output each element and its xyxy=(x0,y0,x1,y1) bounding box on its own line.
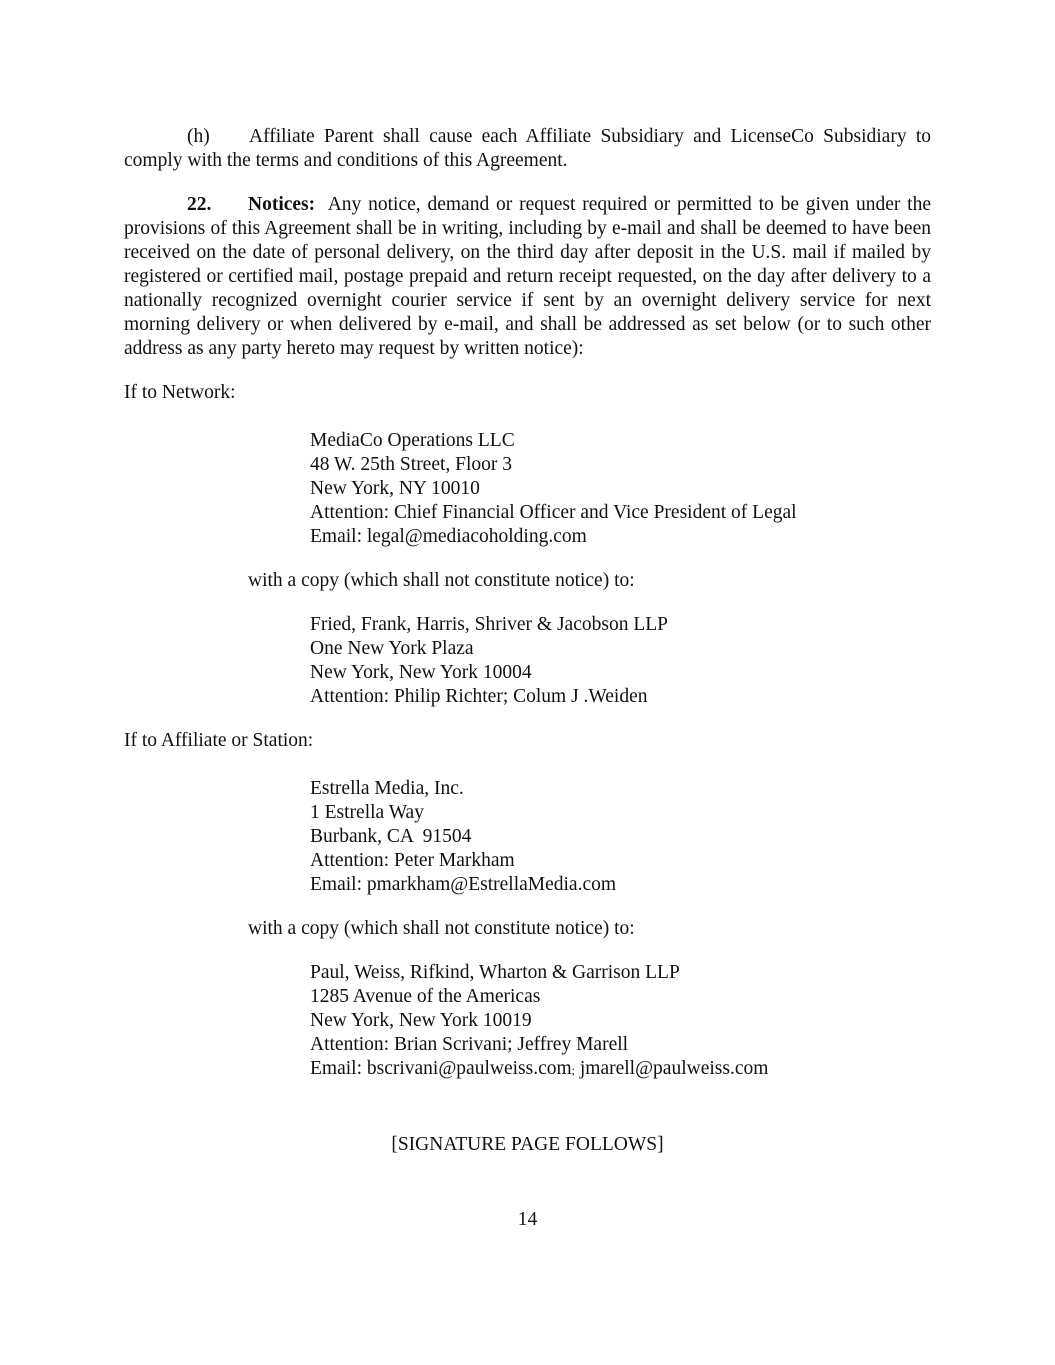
clause-h-marker: (h) xyxy=(187,126,210,147)
signature-page-note: [SIGNATURE PAGE FOLLOWS] xyxy=(391,1134,664,1155)
network-copy-attention: Attention: Philip Richter; Colum J .Weiden xyxy=(310,686,648,707)
page-number: 14 xyxy=(517,1209,538,1230)
clause-h xyxy=(124,125,931,173)
affiliate-address-attention: Attention: Peter Markham xyxy=(310,850,515,871)
affiliate-address-email: Email: pmarkham@EstrellaMedia.com xyxy=(310,874,617,895)
network-copy-note: with a copy (which shall not constitute notice) to: xyxy=(248,570,635,591)
network-address-name: MediaCo Operations LLC xyxy=(310,430,515,451)
affiliate-copy-email-2: jmarell@paulweiss.com xyxy=(579,1058,769,1079)
affiliate-copy-attention: Attention: Brian Scrivani; Jeffrey Marell xyxy=(310,1034,629,1055)
network-address-attention: Attention: Chief Financial Officer and Vice President of Legal xyxy=(310,502,797,523)
section-22 xyxy=(124,193,931,361)
clause-h-text: Affiliate Parent shall cause each Affiliate Subsidiary and LicenseCo Subsidiary to comply with the terms and conditions of this Agreement. xyxy=(124,126,931,171)
network-copy-street: One New York Plaza xyxy=(310,638,474,659)
affiliate-copy-email-1: Email: bscrivani@paulweiss.com xyxy=(310,1058,572,1079)
affiliate-copy-city: New York, New York 10019 xyxy=(310,1010,532,1031)
affiliate-copy-name: Paul, Weiss, Rifkind, Wharton & Garrison LLP xyxy=(310,962,680,983)
section-22-text: Any notice, demand or request required or permitted to be given under the provisions of this Agreement shall be in writing, including by e-mail and shall be deemed to have been received on the date of personal delivery, on the third day after deposit in the U.S. mail if mailed by registered or certified mail, postage prepaid and return receipt requested, on the day after delivery to a nationally recognized overnight courier service if sent by an overnight delivery service for next morning delivery or when delivered by e-mail, and shall be addressed as set below (or to such other address as any party hereto may request by written notice): xyxy=(124,194,931,359)
affiliate-address-city: Burbank, CA 91504 xyxy=(310,826,472,847)
network-address-email: Email: legal@mediacoholding.com xyxy=(310,526,587,547)
affiliate-copy-note: with a copy (which shall not constitute notice) to: xyxy=(248,918,635,939)
network-copy-name: Fried, Frank, Harris, Shriver & Jacobson LLP xyxy=(310,614,668,635)
network-address-street: 48 W. 25th Street, Floor 3 xyxy=(310,454,513,475)
network-copy-address xyxy=(310,613,931,709)
affiliate-address-street: 1 Estrella Way xyxy=(310,802,424,823)
affiliate-copy-email xyxy=(310,1057,931,1082)
section-22-number: 22. xyxy=(187,194,212,215)
affiliate-label: If to Affiliate or Station: xyxy=(124,730,314,751)
section-22-heading: Notices: xyxy=(248,194,316,215)
network-label: If to Network: xyxy=(124,382,236,403)
affiliate-copy-email-separator: ; xyxy=(571,1063,575,1077)
network-address xyxy=(310,429,931,549)
affiliate-address xyxy=(310,777,931,897)
affiliate-address-name: Estrella Media, Inc. xyxy=(310,778,464,799)
network-copy-city: New York, New York 10004 xyxy=(310,662,532,683)
affiliate-copy-street: 1285 Avenue of the Americas xyxy=(310,986,541,1007)
affiliate-copy-address xyxy=(310,961,931,1082)
document-body xyxy=(124,125,931,1082)
network-address-city: New York, NY 10010 xyxy=(310,478,480,499)
